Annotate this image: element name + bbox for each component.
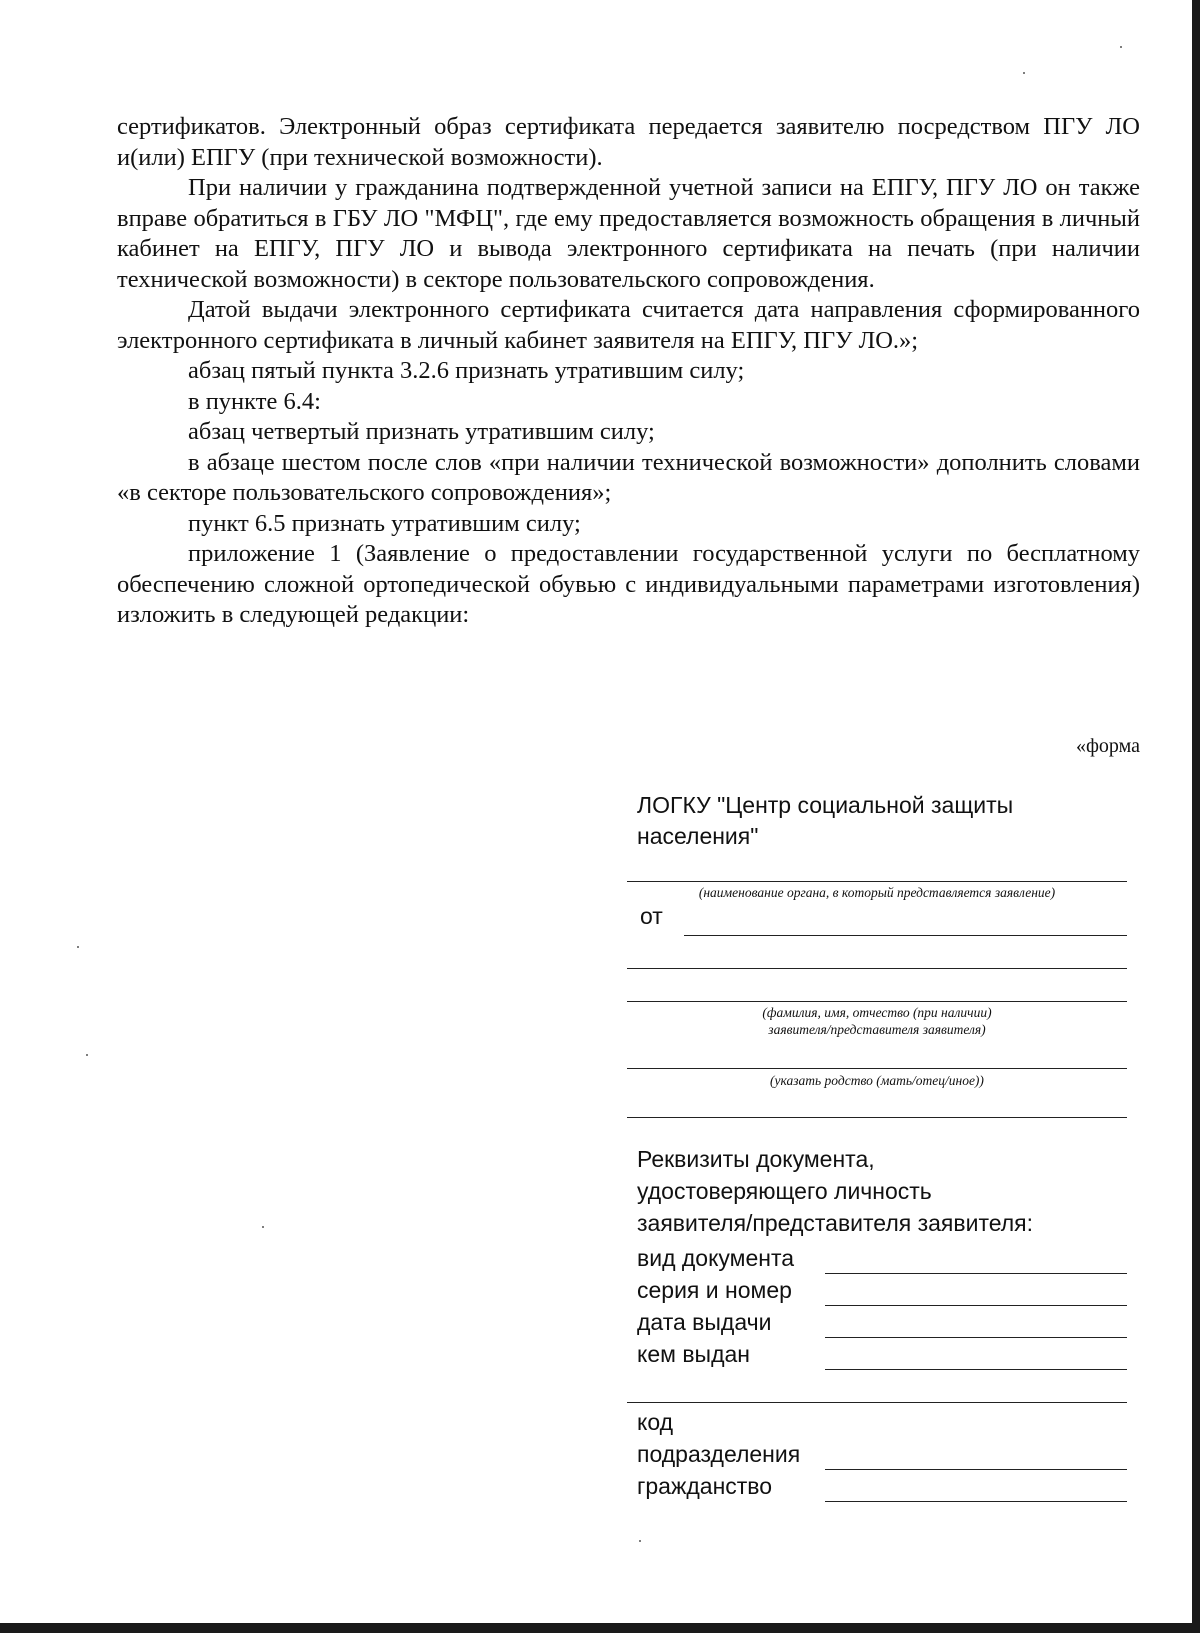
applicant-line-2[interactable]: [627, 968, 1127, 969]
doc-type-line[interactable]: [825, 1273, 1127, 1274]
scan-speck: [86, 1054, 88, 1056]
scan-speck: [639, 1540, 641, 1542]
issued-by-line-2[interactable]: [627, 1402, 1127, 1403]
amendment-6-4: в пункте 6.4:: [188, 387, 321, 415]
document-body: [117, 112, 1140, 631]
issued-by-line[interactable]: [825, 1369, 1127, 1370]
requisites-line-2: удостоверяющего личность: [637, 1178, 932, 1204]
requisites-heading: [637, 1143, 1107, 1239]
caption-relation: (указать родство (мать/отец/иное)): [770, 1073, 984, 1088]
requisites-line-3: заявителя/представителя заявителя:: [637, 1210, 1034, 1236]
citizenship-label: гражданство: [637, 1473, 773, 1499]
scan-bottom-edge: [0, 1623, 1200, 1633]
scan-speck: [77, 946, 79, 948]
caption-fio-1: (фамилия, имя, отчество (при наличии): [762, 1005, 992, 1020]
code-label-2: подразделения: [637, 1441, 801, 1467]
extra-line[interactable]: [627, 1117, 1127, 1118]
from-label: от: [640, 903, 663, 929]
scan-speck: [1120, 46, 1122, 48]
amendment-6-4-para4: абзац четвертый признать утратившим силу;: [188, 418, 655, 445]
field-code-top: [637, 1409, 1127, 1441]
requisites-line-1: Реквизиты документа,: [637, 1146, 875, 1172]
code-label-1: код: [637, 1409, 674, 1435]
amendment-6-4-para6: в абзаце шестом после слов «при наличии технической возможности» дополнить словами «в секторе пользовательского сопровождения»;: [117, 448, 1140, 506]
series-number-line[interactable]: [825, 1305, 1127, 1306]
citizenship-line[interactable]: [825, 1501, 1127, 1502]
organ-line[interactable]: [627, 881, 1127, 882]
field-doc-type: [637, 1245, 1127, 1277]
form-label: «форма: [1075, 735, 1140, 757]
amendment-3-2-6: абзац пятый пункта 3.2.6 признать утратившим силу;: [188, 357, 745, 384]
scan-speck: [1023, 72, 1025, 74]
from-line[interactable]: [684, 935, 1127, 936]
field-code: [637, 1441, 1127, 1473]
caption-organ: (наименование органа, в который представляется заявление): [698, 885, 1056, 900]
scan-right-edge: [1192, 0, 1200, 1633]
paragraph-issue-date: Датой выдачи электронного сертификата считается дата направления сформированного электронного сертификата в личный кабинет заявителя на ЕПГУ, ПГУ ЛО.»;: [117, 296, 1140, 354]
issue-date-label: дата выдачи: [637, 1309, 772, 1335]
issue-date-line[interactable]: [825, 1337, 1127, 1338]
relation-line[interactable]: [627, 1068, 1127, 1069]
field-issue-date: [637, 1309, 1127, 1341]
field-issued-by: [637, 1341, 1127, 1373]
recipient-organization: ЛОГКУ "Центр социальной защиты населения": [637, 792, 1014, 849]
series-number-label: серия и номер: [637, 1277, 792, 1303]
code-line[interactable]: [825, 1469, 1127, 1470]
caption-fio-2: заявителя/представителя заявителя): [768, 1022, 986, 1037]
field-series-number: [637, 1277, 1127, 1309]
amendment-6-5: пункт 6.5 признать утратившим силу;: [188, 509, 581, 537]
applicant-line-3[interactable]: [627, 1001, 1127, 1002]
scan-speck: [262, 1226, 264, 1228]
paragraph-account: При наличии у гражданина подтвержденной учетной записи на ЕПГУ, ПГУ ЛО он также вправе обратиться в ГБУ ЛО "МФЦ", где ему предоставляется возможность обращения в личный кабинет на ЕПГУ, ПГУ ЛО и вывода электронного сертификата на печать (при наличии технической возможности) в секторе пользовательского сопровождения.: [117, 174, 1140, 293]
issued-by-label: кем выдан: [637, 1341, 750, 1367]
paragraph-certificates: сертификатов. Электронный образ сертификата передается заявителю посредством ПГУ ЛО и(или) ЕПГУ (при технической возможности).: [117, 113, 1140, 171]
amendment-appendix-1: приложение 1 (Заявление о предоставлении государственной услуги по бесплатному обеспечению сложной ортопедической обувью с индивидуальными параметрами изготовления) изложить в следующей редакции:: [117, 540, 1140, 628]
field-citizenship: [637, 1473, 1127, 1505]
doc-type-label: вид документа: [637, 1245, 795, 1271]
